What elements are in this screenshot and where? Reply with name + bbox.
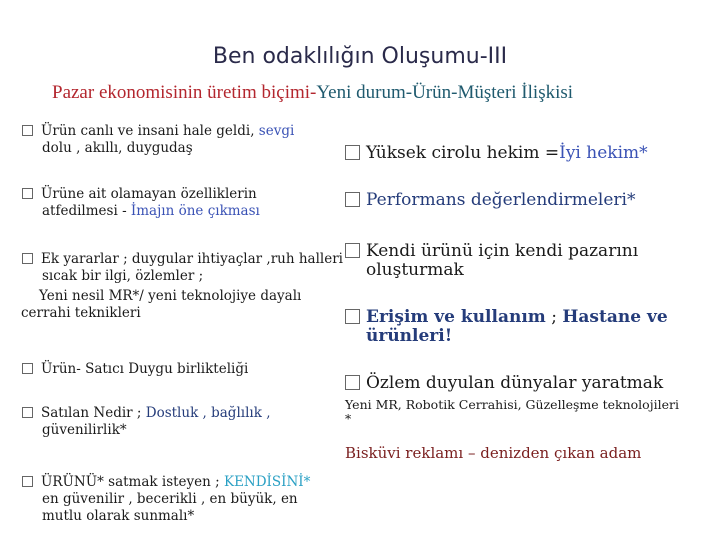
bullet-box-icon: [345, 309, 360, 324]
bullet-box-icon: [22, 188, 33, 199]
right-item-1: [345, 144, 715, 163]
left-item-6-line1a: ÜRÜNÜ* satmak isteyen ;: [41, 474, 224, 490]
right-item-5: [345, 374, 715, 393]
right-item-1-b: İyi hekim*: [559, 143, 648, 163]
left-item-4-line1: Ürün- Satıcı Duygu birlikteliği: [41, 361, 249, 377]
bullet-box-icon: [22, 407, 33, 418]
subtitle-part-a: Pazar ekonomisinin üretim biçimi-: [52, 82, 317, 103]
right-note-2: [345, 444, 715, 462]
right-item-4-c: Hastane ve: [562, 307, 668, 327]
left-item-5-line1b: Dostluk , bağlılık ,: [145, 405, 271, 421]
left-item-2-line2b: İmajın öne çıkması: [130, 203, 260, 219]
left-item-3-line3: Yeni nesil MR*/ yeni teknolojiye dayalı: [39, 288, 302, 304]
bullet-box-icon: [22, 253, 33, 264]
left-item-5-line2: güvenilirlik*: [42, 422, 127, 438]
right-item-5-a: Özlem duyulan dünyalar yaratmak: [366, 373, 664, 393]
right-item-4-a: Erişim ve kullanım: [366, 307, 546, 327]
right-note-2-a: Bisküvi reklamı – denizden çıkan adam: [345, 444, 642, 462]
bullet-box-icon: [22, 125, 33, 136]
left-item-5: [22, 405, 342, 439]
left-item-2-line1: Ürüne ait olamayan özelliklerin: [41, 186, 257, 202]
right-item-2: [345, 191, 715, 210]
right-item-3-line2: oluşturmak: [366, 260, 464, 280]
left-item-4: [22, 361, 342, 378]
right-item-4-line2: ürünleri!: [366, 326, 453, 346]
left-item-1-line1a: Ürün canlı ve insani hale geldi,: [41, 123, 259, 139]
slide-subtitle: [52, 82, 573, 104]
right-item-3-line1: Kendi ürünü için kendi pazarını: [366, 241, 639, 261]
right-item-4-b: ;: [545, 307, 563, 327]
left-item-6: [22, 474, 342, 525]
bullet-box-icon: [345, 145, 360, 160]
left-item-3-line2: sıcak bir ilgi, özlemler ;: [42, 268, 204, 284]
left-item-1-line1b: sevgi: [258, 123, 295, 139]
subtitle-part-b: Yeni durum-Ürün-Müşteri İlişkisi: [316, 82, 574, 103]
right-note-1-line2: *: [345, 411, 352, 426]
right-item-4: [345, 308, 715, 346]
bullet-box-icon: [345, 192, 360, 207]
bullet-box-icon: [345, 243, 360, 258]
bullet-box-icon: [22, 363, 33, 374]
left-item-5-line1a: Satılan Nedir ;: [41, 405, 146, 421]
left-item-6-line2: en güvenilir , becerikli , en büyük, en: [42, 491, 298, 507]
right-item-1-a: Yüksek cirolu hekim =: [366, 143, 560, 163]
bullet-box-icon: [22, 476, 33, 487]
left-item-2-line2a: atfedilmesi -: [42, 203, 131, 219]
left-item-1-line2: dolu , akıllı, duygudaş: [42, 140, 193, 156]
left-item-6-line1b: KENDİSİNİ*: [223, 474, 311, 490]
slide-title: Ben odaklılığın Oluşumu-III: [212, 44, 508, 69]
left-item-1: [22, 123, 342, 157]
right-item-2-a: Performans değerlendirmeleri*: [366, 190, 636, 210]
right-note-1: [345, 398, 715, 426]
left-item-3-line1: Ek yararlar ; duygular ihtiyaçlar ,ruh halleri: [41, 251, 343, 267]
left-item-6-line3: mutlu olarak sunmalı*: [42, 508, 195, 524]
bullet-box-icon: [345, 375, 360, 390]
right-note-1-line1: Yeni MR, Robotik Cerrahisi, Güzelleşme teknolojileri: [345, 397, 679, 412]
left-item-3-line4: cerrahi teknikleri: [21, 305, 141, 321]
right-item-3: [345, 242, 715, 280]
left-item-3: [22, 251, 352, 322]
left-item-2: [22, 186, 342, 220]
